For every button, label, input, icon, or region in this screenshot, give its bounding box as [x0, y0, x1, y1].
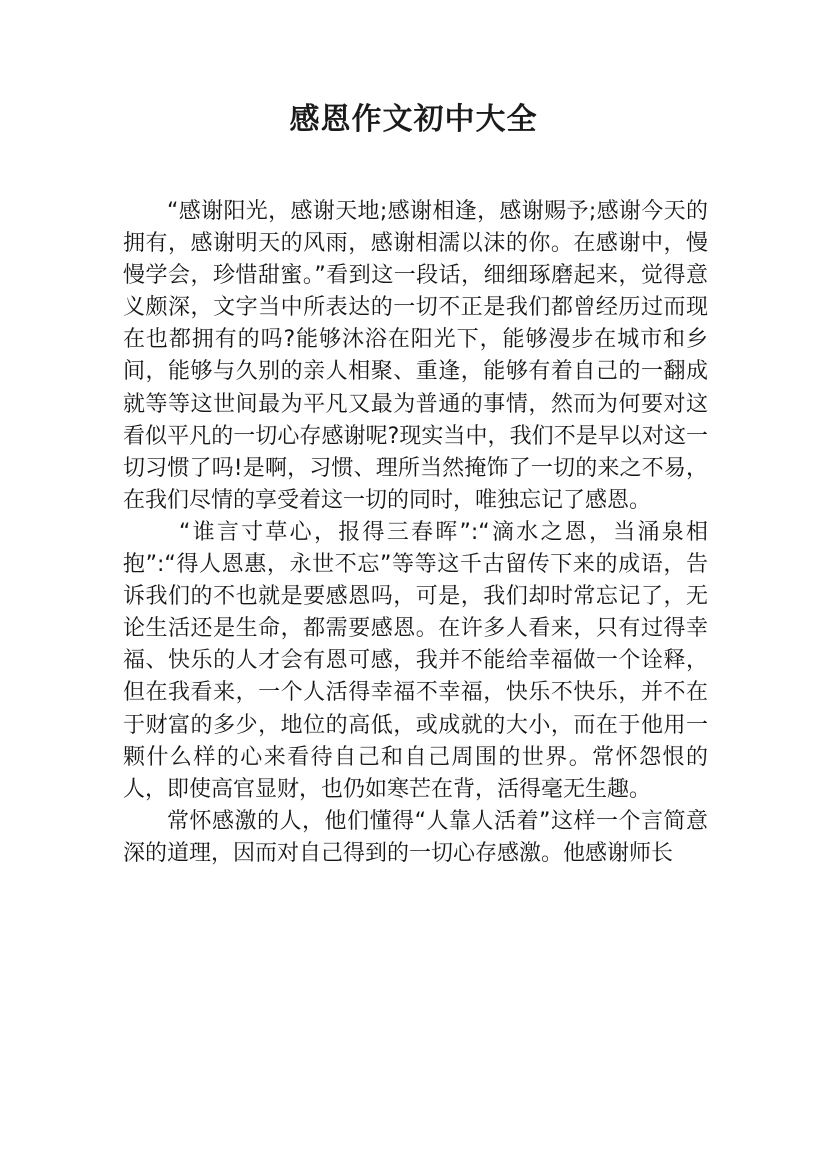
paragraph-1: “感谢阳光，感谢天地;感谢相逢，感谢赐予;感谢今天的拥有，感谢明天的风雨，感谢相濡以沫的你。在感谢中，慢慢学会，珍惜甜蜜。”看到这一段话，细细琢磨起来，觉得意义颇深，文字当中所表达的一切不正是我们都曾经历过而现在也都拥有的吗?能够沐浴在阳光下，能够漫步在城市和乡间，能够与久别的亲人相聚、重逢，能够有着自己的一翻成就等等这世间最为平凡又最为普通的事情，然而为何要对这看似平凡的一切心存感谢呢?现实当中，我们不是早以对这一切习惯了吗!是啊，习惯、理所当然掩饰了一切的来之不易，在我们尽情的享受着这一切的同时，唯独忘记了感恩。: [123, 199, 708, 513]
document-body: [123, 196, 708, 870]
document-title: 感恩作文初中大全: [289, 102, 538, 137]
paragraph-3: 常怀感激的人，他们懂得“人靠人活着”这样一个言简意深的道理，因而对自己得到的一切心存感激。他感谢师长: [123, 808, 708, 866]
paragraph-2: “谁言寸草心，报得三春晖”:“滴水之恩，当涌泉相抱”:“得人恩惠，永世不忘”等等这千古留传下来的成语，告诉我们的不也就是要感恩吗，可是，我们却时常忘记了，无论生活还是生命，都需要感恩。在许多人看来，只有过得幸福、快乐的人才会有恩可感，我并不能给幸福做一个诠释，但在我看来，一个人活得幸福不幸福，快乐不快乐，并不在于财富的多少，地位的高低，或成就的大小，而在于他用一颗什么样的心来看待自己和自己周围的世界。常怀怨恨的人，即使高官显财，也仍如寒芒在背，活得毫无生趣。: [123, 519, 708, 802]
